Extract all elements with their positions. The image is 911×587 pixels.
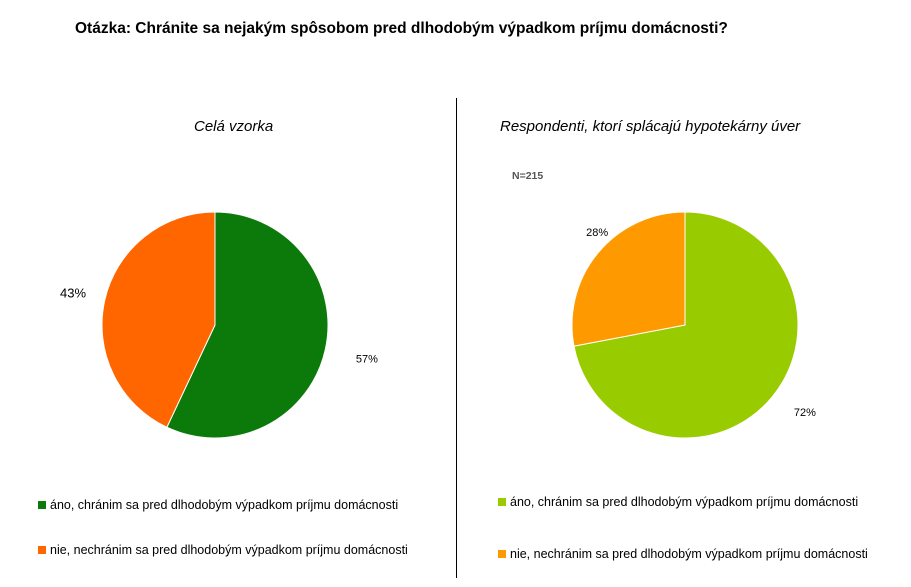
pie-chart-left [60,205,378,445]
legend-swatch-no-left [38,546,46,554]
legend-swatch-yes-left [38,501,46,509]
pie-chart-right [565,205,816,445]
legend-item-no-left [38,543,408,557]
legend-item-yes-left [38,498,398,512]
pie-value-label-yes: 57% [355,353,378,366]
question-title: Otázka: Chránite sa nejakým spôsobom pred dlhodobým výpadkom príjmu domácnosti? [75,20,728,37]
pie-value-label-yes: 72% [793,406,816,419]
legend-label-no-left: nie, nechránim sa pred dlhodobým výpadkom príjmu domácnosti [50,543,408,557]
legend-swatch-no-right [498,550,506,558]
chart-title-left: Celá vzorka [194,118,274,135]
legend-label-yes-left: áno, chránim sa pred dlhodobým výpadkom príjmu domácnosti [50,498,399,512]
legend-item-yes-right [498,495,858,509]
pie-value-label-no: 28% [586,227,609,240]
panel-divider [456,98,457,578]
legend-label-yes-right: áno, chránim sa pred dlhodobým výpadkom príjmu domácnosti [510,495,859,509]
legend-label-no-right: nie, nechránim sa pred dlhodobým výpadkom príjmu domácnosti [510,547,868,561]
sample-size-label: N=215 [512,170,544,182]
legend-swatch-yes-right [498,498,506,506]
legend-item-no-right [498,547,868,561]
chart-title-right: Respondenti, ktorí splácajú hypotekárny úver [500,118,801,135]
pie-value-label-no: 43% [60,285,87,301]
